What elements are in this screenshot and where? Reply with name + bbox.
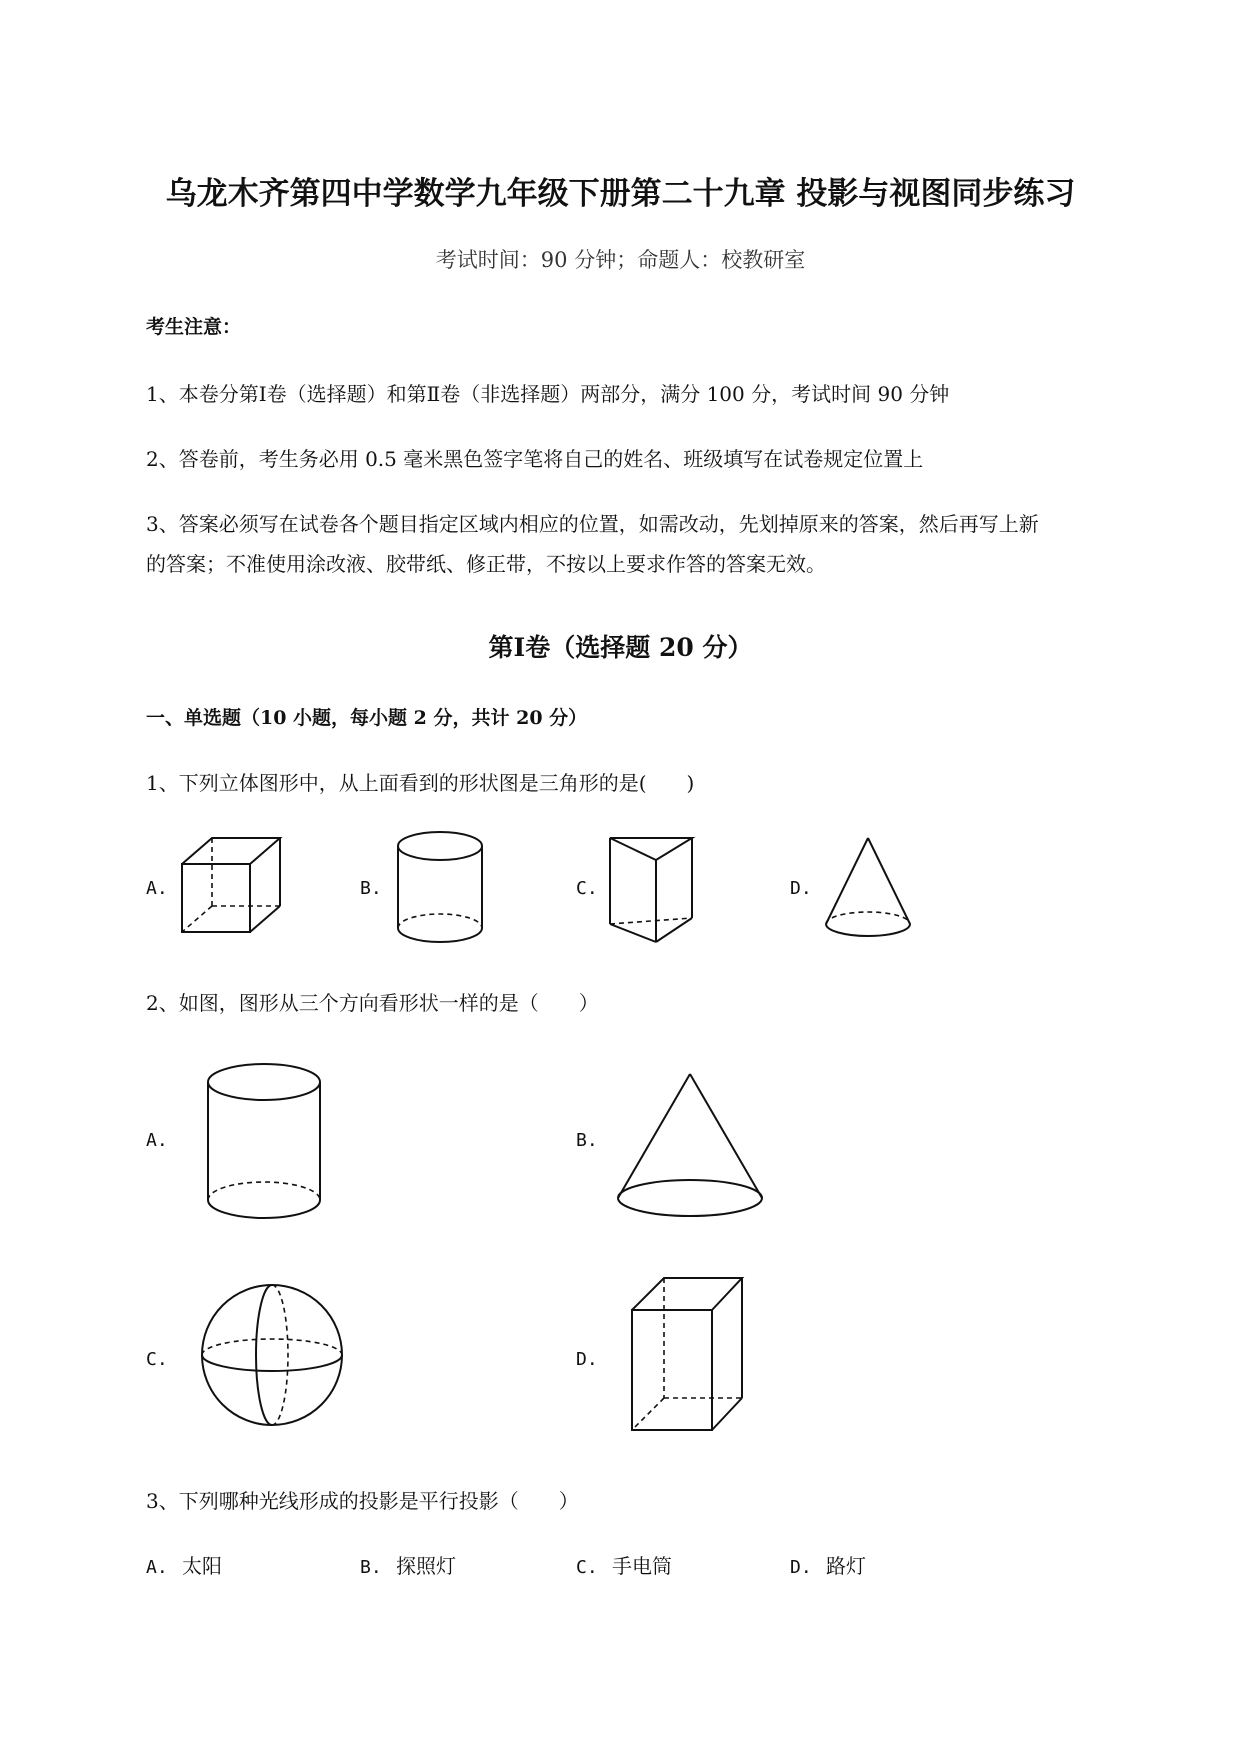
answer-option-c (576, 1550, 672, 1579)
notice-item: 2、答卷前，考生务必用 0.5 毫米黑色签字笔将自己的姓名、班级填写在试卷规定位置上 (146, 447, 924, 471)
option-label: A. (146, 1130, 168, 1151)
notice-item: 的答案；不准使用涂改液、胶带纸、修正带，不按以上要求作答的答案无效。 (146, 552, 826, 576)
notice-item: 3、答案必须写在试卷各个题目指定区域内相应的位置，如需改动，先划掉原来的答案，然后再写上新 (146, 512, 1039, 536)
option-label: C. (576, 878, 598, 899)
answer-option-a (146, 1550, 222, 1579)
rectangular-prism-icon (630, 1276, 748, 1436)
option-label: C. (576, 1557, 598, 1578)
page-title: 乌龙木齐第四中学数学九年级下册第二十九章 投影与视图同步练习 (165, 176, 1076, 212)
option-text: 路灯 (826, 1554, 867, 1578)
answer-option-d (790, 1550, 866, 1579)
cone-icon (822, 834, 918, 946)
question-stem: 3、下列哪种光线形成的投影是平行投影（ ） (146, 1489, 579, 1513)
option-label: B. (576, 1130, 598, 1151)
option-label: A. (146, 1557, 168, 1578)
option-label: A. (146, 878, 168, 899)
notice-heading: 考生注意： (146, 316, 242, 338)
triangular-prism-icon (606, 832, 702, 948)
option-label: D. (790, 1557, 812, 1578)
question-stem: 1、下列立体图形中，从上面看到的形状图是三角形的是( ) (146, 771, 695, 795)
notice-item: 1、本卷分第Ⅰ卷（选择题）和第Ⅱ卷（非选择题）两部分，满分 100 分，考试时间 90 分钟 (146, 382, 950, 406)
option-text: 手电筒 (612, 1554, 673, 1578)
sphere-icon (200, 1283, 346, 1429)
cone-icon (614, 1070, 766, 1224)
part-heading: 一、单选题（10 小题，每小题 2 分，共计 20 分） (146, 707, 588, 729)
option-label: B. (360, 878, 382, 899)
option-text: 太阳 (182, 1554, 223, 1578)
option-label: D. (576, 1349, 598, 1370)
exam-info: 考试时间：90 分钟；命题人：校教研室 (435, 248, 806, 272)
option-label: C. (146, 1349, 168, 1370)
section-title: 第Ⅰ卷（选择题 20 分） (488, 633, 753, 662)
option-label: B. (360, 1557, 382, 1578)
cylinder-icon (394, 828, 490, 948)
cylinder-icon (206, 1060, 330, 1224)
option-label: D. (790, 878, 812, 899)
cube-icon (176, 834, 286, 944)
option-text: 探照灯 (396, 1554, 457, 1578)
answer-option-b (360, 1550, 456, 1579)
question-stem: 2、如图，图形从三个方向看形状一样的是（ ） (146, 991, 599, 1015)
